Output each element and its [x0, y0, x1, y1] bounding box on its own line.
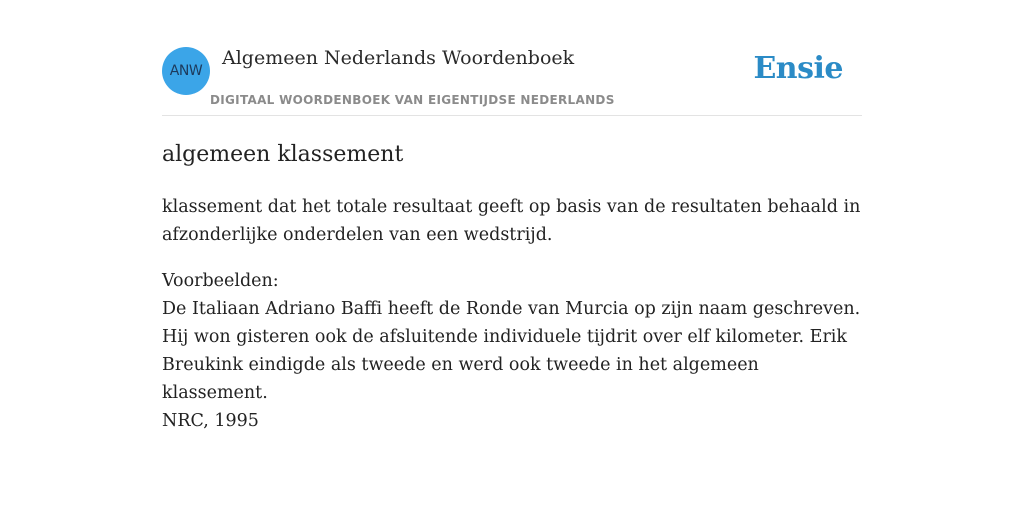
site-subtitle: DIGITAAL WOORDENBOEK VAN EIGENTIJDSE NEDERLANDS — [210, 93, 615, 107]
ensie-brand-link[interactable]: Ensie — [753, 51, 843, 86]
example-source: NRC, 1995 — [162, 411, 259, 431]
entry-definition: klassement dat het totale resultaat geeft op basis van de resultaten behaald in afzonderlijke onderdelen van een wedstrijd. — [162, 197, 861, 245]
examples-section — [162, 267, 862, 435]
example-text: De Italiaan Adriano Baffi heeft de Ronde van Murcia op zijn naam geschreven. Hij won gisteren ook de afsluitende individuele tijdrit over elf kilometer. Erik Breukink eindigde als tweede en werd ook tweede in het algemeen klassement. — [162, 299, 861, 403]
examples-label: Voorbeelden: — [162, 271, 279, 291]
header — [162, 0, 862, 116]
site-title: Algemeen Nederlands Woordenboek — [222, 47, 575, 69]
entry-term: algemeen klassement — [162, 142, 404, 167]
page-container — [162, 0, 862, 431]
anw-logo: ANW — [162, 47, 210, 95]
